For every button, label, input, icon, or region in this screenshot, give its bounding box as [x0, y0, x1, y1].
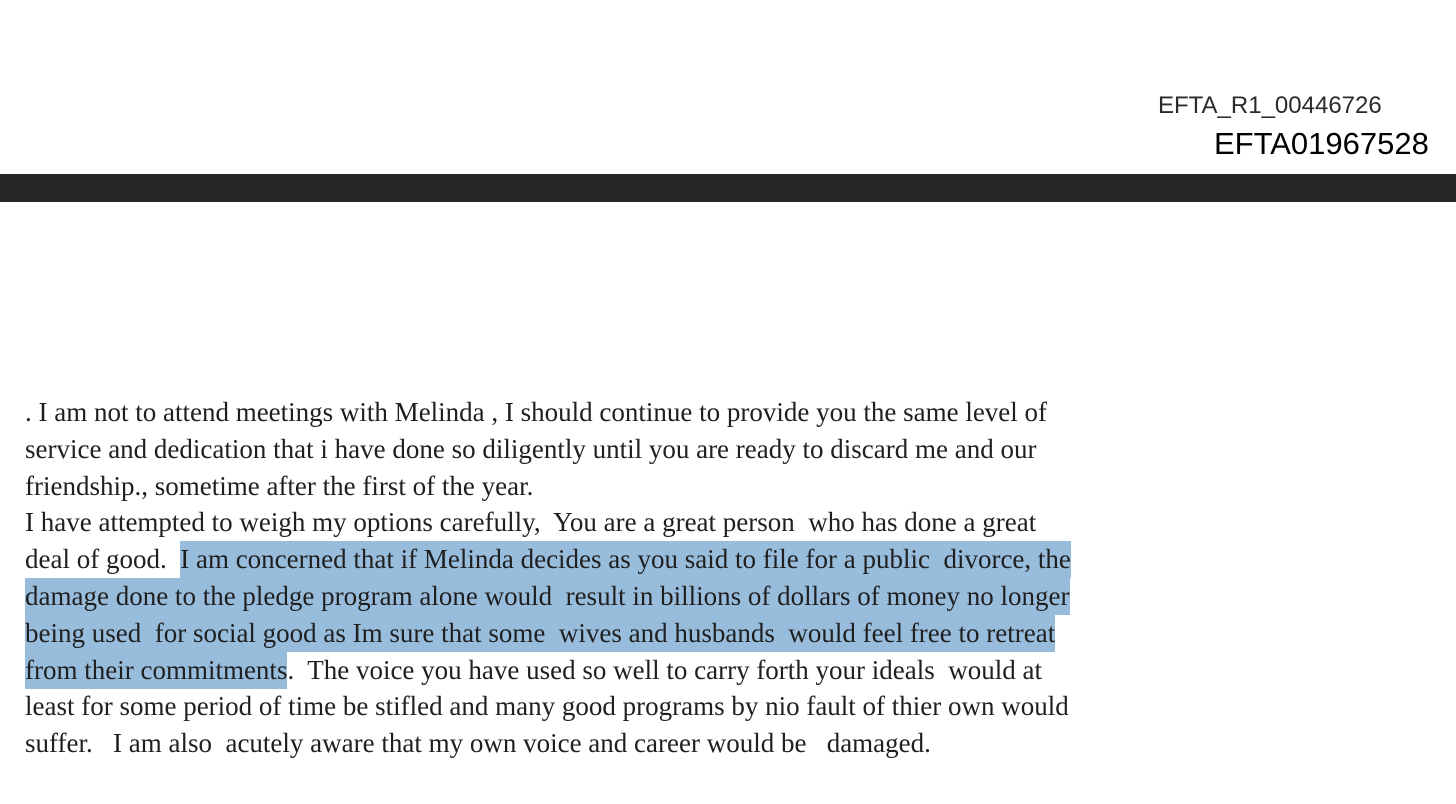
text-line: [25, 431, 1285, 468]
highlighted-text: damage done to the pledge program alone would result in billions of dollars of money no longer: [25, 578, 1070, 615]
text-line: [25, 615, 1285, 652]
text-segment: deal of good.: [25, 544, 181, 575]
text-segment: . The voice you have used so well to carry forth your ideals would at: [287, 654, 1043, 685]
text-segment: least for some period of time be stifled and many good programs by nio fault of thier own would: [25, 691, 1069, 722]
text-line: [25, 394, 1285, 431]
text-segment: I have attempted to weigh my options carefully, You are a great person who has done a great: [25, 507, 1037, 538]
highlighted-text: from their commitments: [25, 652, 287, 689]
text-segment: service and dedication that i have done so diligently until you are ready to discard me and our: [25, 433, 1037, 464]
letter-body: [25, 394, 1285, 762]
text-line: [25, 688, 1285, 725]
text-line: [25, 578, 1285, 615]
highlighted-text: being used for social good as Im sure that some wives and husbands would feel free to retreat: [25, 615, 1055, 652]
document-id-bottom: EFTA01967528: [1214, 126, 1429, 161]
text-segment: . I am not to attend meetings with Melinda , I should continue to provide you the same level of: [25, 397, 1048, 427]
text-line: [25, 652, 1285, 689]
document-id-top: EFTA_R1_00446726: [1158, 92, 1382, 119]
text-line: [25, 725, 1285, 762]
text-line: [25, 541, 1285, 578]
document-header: [0, 0, 1456, 174]
highlighted-text: I am concerned that if Melinda decides as you said to file for a public divorce, the: [180, 541, 1071, 578]
text-segment: suffer. I am also acutely aware that my own voice and career would be damaged.: [25, 728, 931, 759]
separator-bar: [0, 174, 1456, 202]
text-segment: friendship., sometime after the first of the year.: [25, 470, 534, 501]
text-line: [25, 504, 1285, 541]
text-line: [25, 468, 1285, 505]
